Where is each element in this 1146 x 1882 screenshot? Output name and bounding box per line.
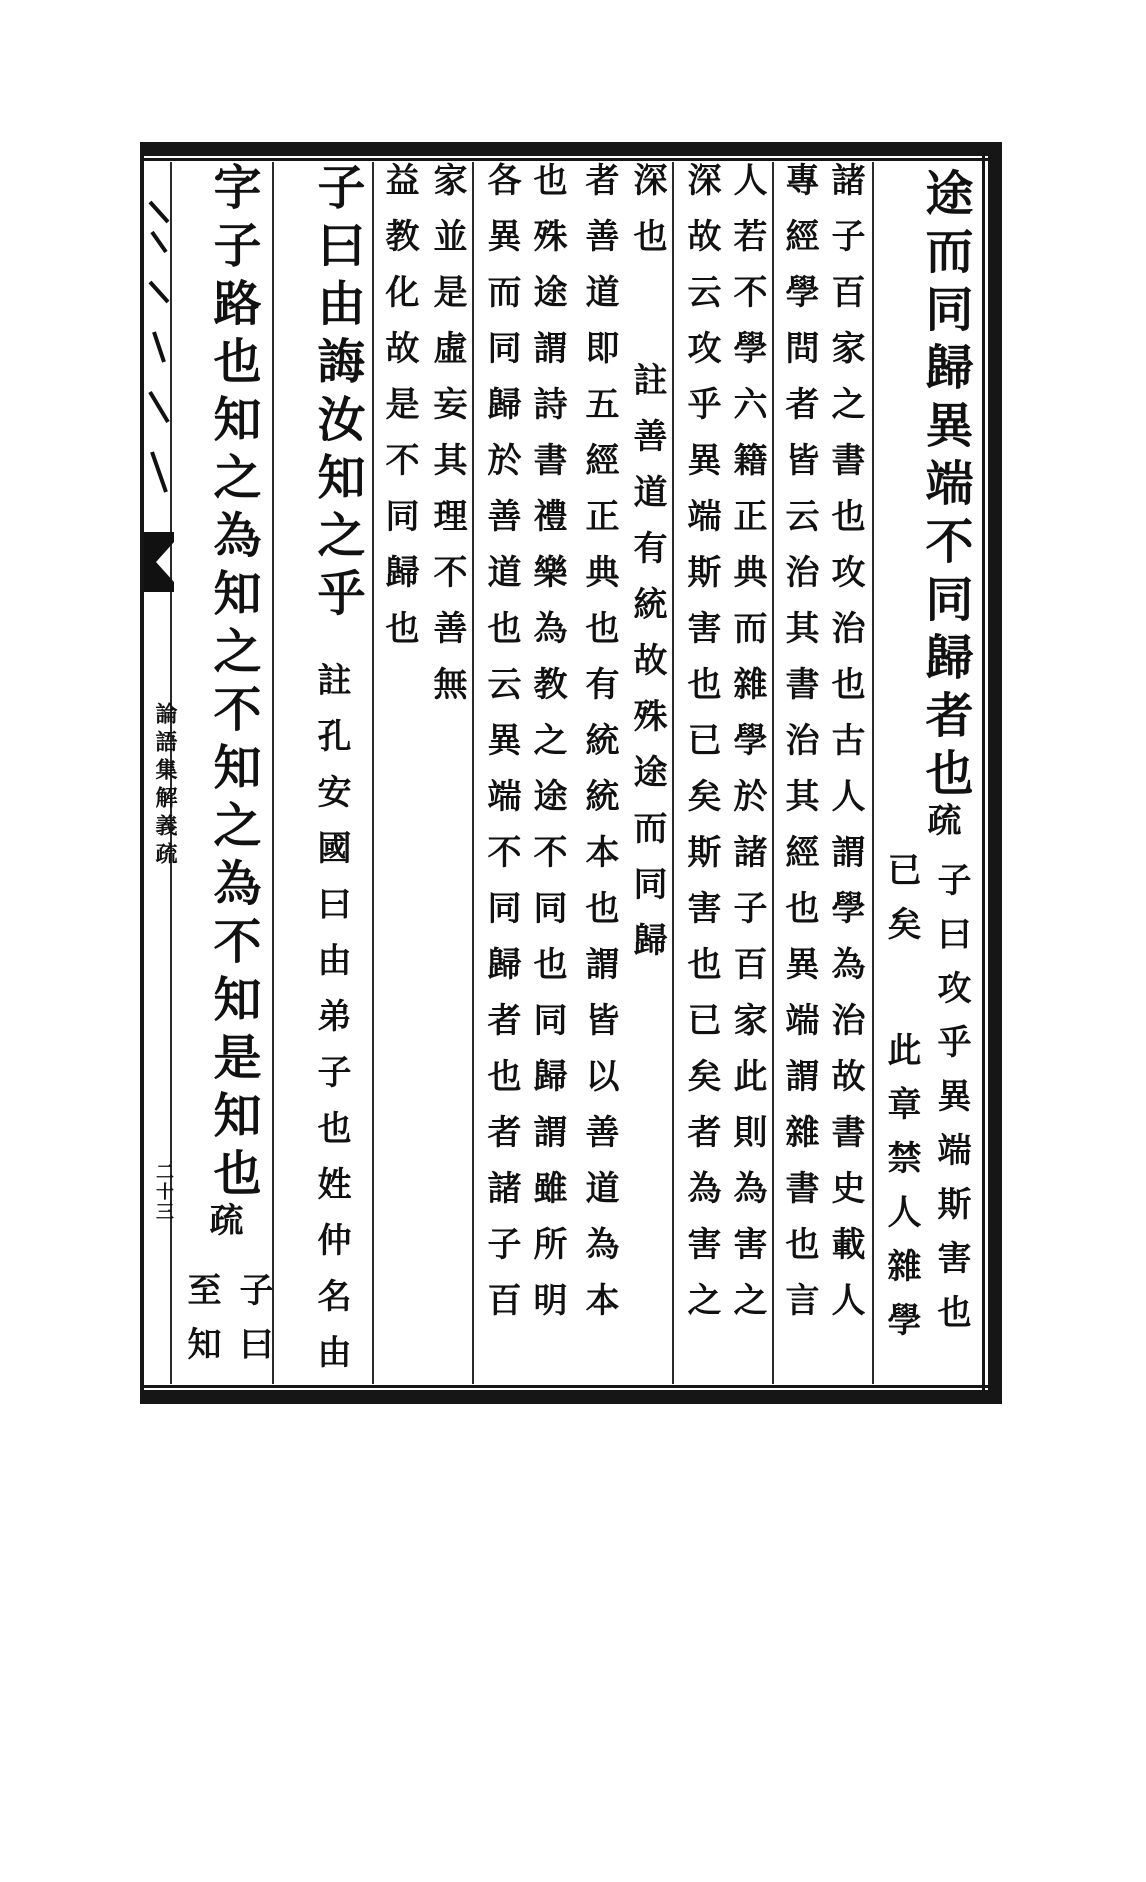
- text-column-8: 也殊途謂詩書禮樂為教之途不同也同歸謂雖所明: [527, 162, 567, 1338]
- text-column-12: 子曰由誨汝知之乎: [309, 162, 365, 626]
- column-rule: [872, 162, 874, 1384]
- text-column-9: 各異而同歸於善道也云異端不同歸者也者諸子百: [481, 162, 521, 1338]
- margin-marks: [146, 192, 172, 512]
- column-rule: [772, 162, 774, 1384]
- column-rule: [472, 162, 474, 1384]
- margin-strip: [144, 162, 178, 1382]
- text-column-4: 人若不學六籍正典而雜學於諸子百家此則為害之: [727, 162, 767, 1338]
- text-column-13c: 至知: [181, 1272, 221, 1380]
- text-column-3: 專經學問者皆云治其書治其經也異端謂雜書也言: [779, 162, 819, 1338]
- text-column-11: 益教化故是不同歸也: [379, 162, 419, 666]
- text-column-5: 深故云攻乎異端斯害也已矣斯害也已矣者為害之: [681, 162, 721, 1338]
- fishtail-mark: [144, 532, 174, 592]
- right-border: [988, 142, 1002, 1404]
- bottom-border: [140, 1390, 1002, 1404]
- text-column-10: 家並是虛妄其理不善無: [427, 162, 467, 722]
- commentary-mark-2: 疏: [203, 1202, 243, 1256]
- text-column-6b: 註善道有統故殊途而同歸: [627, 362, 667, 978]
- text-column-1c: 已矣: [881, 852, 921, 960]
- book-page: [140, 142, 1002, 1404]
- margin-book-title: 論語集解義疏: [152, 702, 178, 870]
- text-column-13: 字子路也知之為知之不知之為不知是知也: [205, 162, 261, 1206]
- top-border-inner: [140, 158, 1002, 161]
- text-column-1: 途而同歸異端不同歸者也: [917, 168, 973, 806]
- margin-page-number: 二十三: [153, 1162, 174, 1222]
- top-border: [140, 142, 1002, 156]
- text-column-13b: 子曰: [233, 1272, 273, 1380]
- text-column-7: 者善道即五經正典也有統統本也謂皆以善道為本: [579, 162, 619, 1338]
- text-column-1b: 子曰攻乎異端斯害也: [931, 862, 971, 1348]
- column-rule: [672, 162, 674, 1384]
- text-column-1d: 此章禁人雜學: [881, 1032, 921, 1356]
- commentary-mark: 疏: [921, 802, 961, 856]
- text-column-12b: 註孔安國曰由弟子也姓仲名由: [311, 662, 351, 1390]
- bottom-border-inner: [140, 1385, 1002, 1388]
- text-column-6: 深也: [627, 162, 667, 274]
- text-column-2: 諸子百家之書也攻治也古人謂學為治故書史載人: [825, 162, 865, 1338]
